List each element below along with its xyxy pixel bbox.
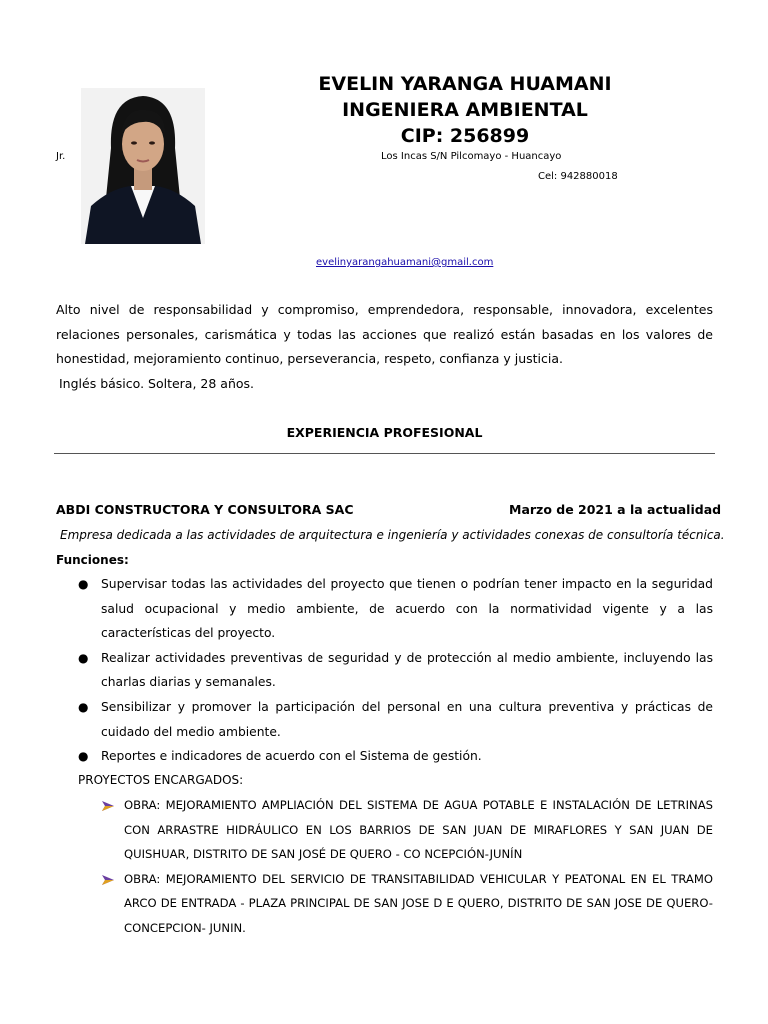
arrow-bullet-icon [101,874,115,886]
bullet-icon: ● [78,749,89,764]
list-item [78,646,713,695]
profile-photo-illustration [81,88,205,244]
profile-summary [56,298,713,396]
bullet-icon: ● [78,650,89,665]
arrow-bullet-icon [101,800,115,812]
list-item [78,744,713,769]
header-block [290,71,640,149]
email-link[interactable]: evelinyarangahuamani@gmail.com [316,257,494,268]
list-item [100,867,713,941]
bullet-icon: ● [78,577,89,591]
function-text: Reportes e indicadores de acuerdo con el Sistema de gestión. [101,749,482,764]
section-divider [54,453,715,454]
bullet-icon: ● [78,699,89,714]
list-item [78,695,713,744]
summary-extra: Inglés básico. Soltera, 28 años. [59,375,255,391]
phone-number: Cel: 942880018 [538,171,618,182]
company-name: ABDI CONSTRUCTORA Y CONSULTORA SAC [56,502,354,517]
summary-paragraph: Alto nivel de responsabilidad y compromiso, emprendedora, responsable, innovadora, excelentes relaciones personales, carismática y todas las acciones que realizó están basadas en los valores de honestidad, mejoramiento continuo, perseverancia, respeto, confianza y justicia. [56,302,713,367]
function-text: Supervisar todas las actividades del proyecto que tienen o podrían tener impacto en la seguridad salud ocupacional y medio ambiente, de acuerdo con la normatividad vigente y a las características del proyecto. [101,577,713,641]
section-title-experience: EXPERIENCIA PROFESIONAL [286,425,483,440]
address-prefix: Jr. [56,151,66,162]
employment-period: Marzo de 2021 a la actualidad [509,502,722,517]
project-text: OBRA: MEJORAMIENTO AMPLIACIÓN DEL SISTEMA DE AGUA POTABLE E INSTALACIÓN DE LETRINAS CON ARRASTRE HIDRÁULICO EN LOS BARRIOS DE SAN JUAN DE MIRAFLORES Y SAN JUAN DE QUISHUAR, DISTRITO DE SAN JOSÉ DE QUERO - CO NCEPCIÓN-JUNÍN [124,798,713,862]
profile-photo [81,88,205,244]
functions-list [78,572,713,769]
projects-list [100,793,713,941]
project-text: OBRA: MEJORAMIENTO DEL SERVICIO DE TRANSITABILIDAD VEHICULAR Y PEATONAL EN EL TRAMO ARCO DE ENTRADA - PLAZA PRINCIPAL DE SAN JOSE D E QUERO, DISTRITO DE SAN JOSE DE QUERO-CONCEPCION- JUNIN. [124,871,713,935]
company-description: Empresa dedicada a las actividades de arquitectura e ingeniería y actividades conexas de consultoría técnica. [60,528,725,542]
projects-label: PROYECTOS ENCARGADOS: [78,773,244,787]
function-text: Realizar actividades preventivas de seguridad y de protección al medio ambiente, incluyendo las charlas diarias y semanales. [101,650,713,690]
candidate-cip: CIP: 256899 [400,125,530,147]
function-text: Sensibilizar y promover la participación del personal en una cultura preventiva y prácticas de cuidado del medio ambiente. [101,699,713,739]
list-item [100,793,713,867]
functions-label: Funciones: [56,553,129,567]
candidate-profession: INGENIERA AMBIENTAL [342,99,588,121]
list-item [78,572,713,646]
address-text: Los Incas S/N Pilcomayo - Huancayo [381,151,562,162]
candidate-name: EVELIN YARANGA HUAMANI [318,73,612,95]
